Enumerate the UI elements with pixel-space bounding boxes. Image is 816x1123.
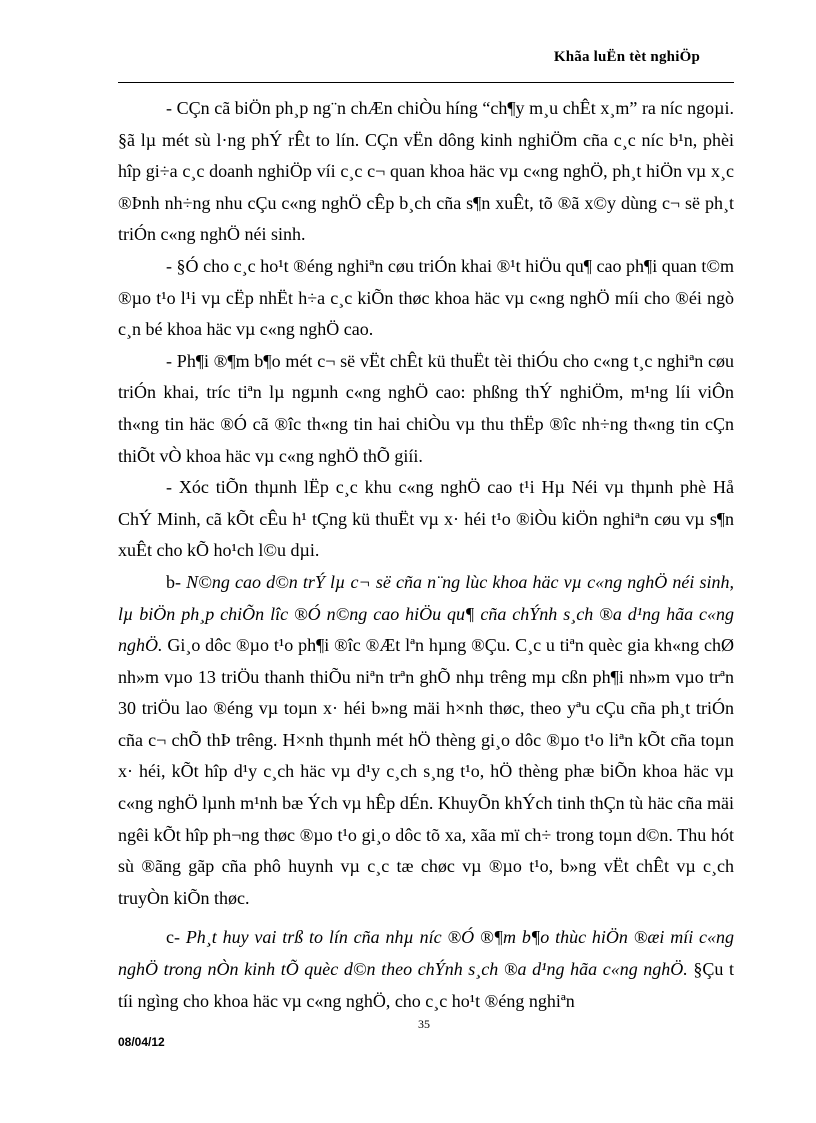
document-body: [118, 93, 734, 1017]
paragraph-b-text: Gi¸o dôc ®µo t¹o ph¶i ®îc ®Æt lªn hµng ®Çu. C¸c u tiªn quèc gia kh«ng chØ nh»m vµo 13 triÖu thanh thiÕu niªn trªn ghÕ nhµ trêng mµ cßn ph¶i nh»m vµo trªn 30 triÖu lao ®éng vµ toµn x· héi b»ng mäi h×nh thøc, theo yªu cÇu cña ph¸t triÓn cña c¬ chÕ thÞ trêng. H×nh thµnh mét hÖ thèng gi¸o dôc ®µo t¹o liªn kÕt cña toµn x· héi, kÕt hîp d¹y c¸ch häc vµ d¹y c¸ch s¸ng t¹o, hÖ thèng phæ biÕn khoa häc vµ c«ng nghÖ lµnh m¹nh bæ Ých vµ hÊp dÉn. KhuyÕn khÝch tinh thÇn tù häc cña mäi ngêi kÕt hîp ph¬ng thøc ®µo t¹o gi¸o dôc tõ xa, xãa mï ch÷ trong toµn d©n. Thu hót sù ®ãng gãp cña phô huynh vµ c¸c tæ chøc vµ ®µo t¹o, b»ng vËt chÊt vµ c¸ch truyÒn kiÕn thøc.: [118, 635, 734, 908]
page-header-title: Khãa luËn tèt nghiÖp: [553, 49, 700, 65]
paragraph-b: [118, 567, 734, 915]
paragraph-3: - Ph¶i ®¶m b¶o mét c¬ së vËt chÊt kü thuËt tèi thiÓu cho c«ng t¸c nghiªn cøu triÓn khai, tríc tiªn lµ ngµnh c«ng nghÖ cao: phßng thÝ nghiÖm, m¹ng líi viÔn th«ng tin häc ®Ó cã ®îc th«ng tin hai chiÒu vµ thu thËp ®îc nh÷ng th«ng tin cÇn thiÕt vÒ khoa häc vµ c«ng nghÖ thÕ giíi.: [118, 350, 734, 466]
paragraph-4: - Xóc tiÕn thµnh lËp c¸c khu c«ng nghÖ cao t¹i Hµ Néi vµ thµnh phè Hå ChÝ Minh, cã kÕt cÊu h¹ tÇng kü thuËt vµ x· héi t¹o ®iÒu kiÖn nghiªn cøu vµ s¶n xuÊt cho kÕ ho¹ch l©u dµi.: [118, 477, 734, 561]
paragraph-c: [118, 922, 734, 1017]
paragraph-c-label: c-: [166, 927, 186, 948]
paragraph-1: - CÇn cã biÖn ph¸p ng¨n chÆn chiÒu híng “ch¶y m¸u chÊt x¸m” ra níc ngoµi. §ã lµ mét sù l·ng phÝ rÊt to lín. CÇn vËn dông kinh nghiÖm cña c¸c níc b¹n, phèi hîp gi÷a c¸c doanh nghiÖp víi c¸c c¬ quan khoa häc vµ c«ng nghÖ, ph¸t hiÖn vµ x¸c ®Þnh nh÷ng nhu cÇu c«ng nghÖ cÊp b¸ch cña s¶n xuÊt, tõ ®ã x©y dùng c¬ së ph¸t triÓn c«ng nghÖ néi sinh.: [118, 98, 734, 245]
paragraph-c-heading: Ph¸t huy vai trß to lín cña nhµ níc ®Ó ®¶m b¶o thùc hiÖn ®æi míi c«ng nghÖ trong nÒn kinh tÕ quèc d©n theo chÝnh s¸ch ®a d¹ng hãa c«ng nghÖ.: [118, 927, 735, 980]
paragraph-c-text: §Çu t tíi ngìng cho khoa häc vµ c«ng nghÖ, cho c¸c ho¹t ®éng nghiªn: [118, 959, 734, 1011]
paragraph-b-heading: N©ng cao d©n trÝ lµ c¬ së cña n¨ng lùc khoa häc vµ c«ng nghÖ néi sinh, lµ biÖn ph¸p chiÕn lîc ®Ó n©ng cao hiÖu qu¶ cña chÝnh s¸ch ®a d¹ng hãa c«ng nghÖ.: [118, 571, 734, 656]
header-divider: [118, 82, 734, 83]
page-number: 35: [418, 1017, 430, 1031]
paragraph-b-label: b-: [166, 571, 187, 592]
paragraph-2: - §Ó cho c¸c ho¹t ®éng nghiªn cøu triÓn khai ®¹t hiÖu qu¶ cao ph¶i quan t©m ®µo t¹o l¹i vµ cËp nhËt h÷a c¸c kiÕn thøc khoa häc vµ c«ng nghÖ míi cho ®éi ngò c¸n bé khoa häc vµ c«ng nghÖ cao.: [118, 255, 734, 340]
footer-date: 08/04/12: [118, 1035, 165, 1049]
